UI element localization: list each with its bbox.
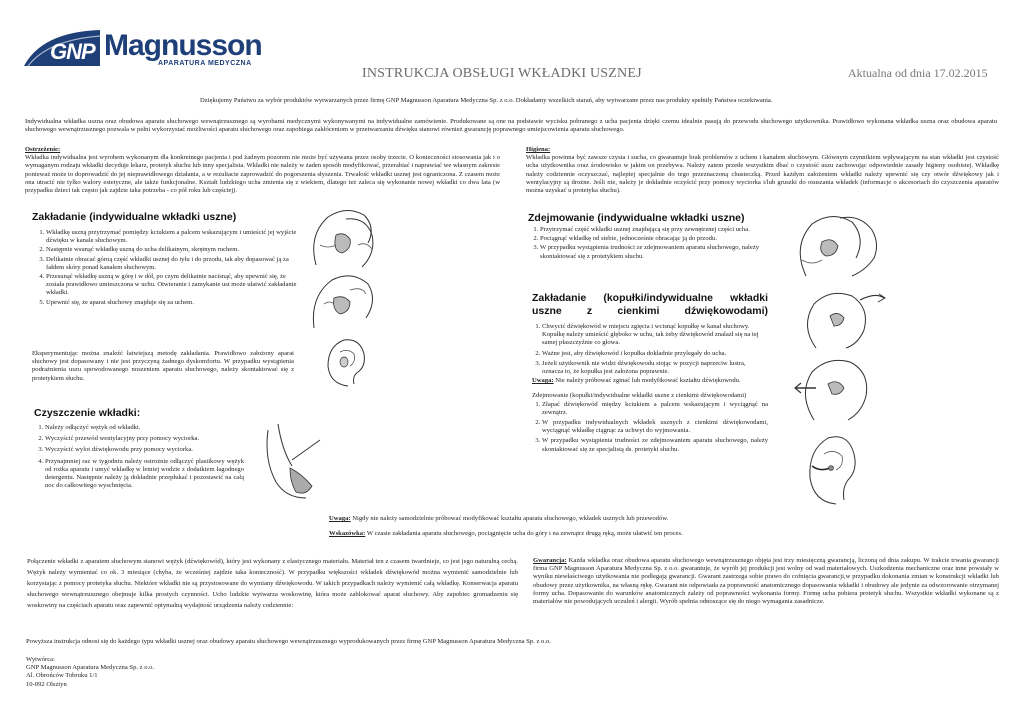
remove-step: 2. Pociągnąć wkładkę od siebie, jednocześnie obracając ją do przodu. <box>540 235 778 243</box>
dome-step: 1. Chwycić dźwiękowód w miejscu zgięcia i wcisnąć kopułkę w kanał słuchowy. Kopułkę należy umieścić głęboko w uchu, tak żeby dźwiękowód znalazł się na tej samej płaszczyźnie co głowa. <box>542 323 768 348</box>
page-title: INSTRUKCJA OBSŁUGI WKŁADKI USZNEJ <box>362 66 642 81</box>
ear-fitted-illustration <box>322 336 368 390</box>
warranty-label: Gwarancja: <box>533 557 567 564</box>
dome-remove-step: 1. Złapać dźwiękowód między kciukiem a palcem wskazującym i wyciągnąć na zewnątrz. <box>542 401 768 417</box>
remove-heading: Zdejmowanie (indywidualne wkładki uszne) <box>528 212 745 224</box>
connection-text: Połączenie wkładki z aparatem słuchowym stanowi wężyk (dźwiękowód), który jest wykonany z elastycznego materiału. Materiał ten z czasem twardnieje, co jest jego naturalną cechą. Wężyk należy wymieniać co ok. 3 miesiące (chyba, że wcześniej zajdzie taka konieczność). W przypadku większości wkładek dźwiękowód można wymienić samodzielnie lub korzystając z pomocy protetyka słuchu. Niektóre wkładki nie są przystosowane do wymiany dźwiękowodu. W takich przypadkach należy wymienić całą wkładkę. Konserwacja aparatu słuchowego wewnątrzusznego obejmuje kilka prostych czynności. Ucho ludzkie wytwarza woskowinę, która może zablokować aparat słuchowy. Aby zapobiec gromadzeniu się woskowiny na częściach aparatu oraz zapewnić optymalną wydajność urządzenia należy codziennie: <box>27 558 518 609</box>
ear-tube-illustration <box>802 430 862 508</box>
footer-note: Powyższa instrukcja odnosi się do każdego typu wkładki usznej oraz obudowy aparatu słuchowego wewnątrzusznego wyprodukowanych przez firmę GNP Magnusson Aparatura Medyczna Sp. z o.o. <box>26 638 551 645</box>
insert-step: 3. Delikatnie obracać górną część wkładki usznej do tyłu i do przodu, tak aby dopasować ją za fałdem skóry ponad kanałem słuchowym. <box>46 256 300 272</box>
dome-remove-steps <box>532 401 768 454</box>
insert-step: 1. Wkładkę uszną przytrzymać pomiędzy kciukiem a palcem wskazującym i umieścić jej wyjście dźwięku w kanale słuchowym. <box>46 229 300 245</box>
clean-step: 3. Wyczyścić wylot dźwiękowodu przy pomocy wyciorka. <box>45 446 244 454</box>
dome-remove-step: 3. W przypadku wystąpienia trudności ze zdejmowaniem aparatu słuchowego, należy skontaktować się ze specjalistą ds. protetyki słuchu. <box>542 437 768 453</box>
ear-remove-illustration <box>786 210 896 280</box>
hygiene-text: Wkładka powinna być zawsze czysta i sucha, co gwarantuje brak problemów z uchem i kanałem słuchowym. Głównym czynnikiem wpływającym na stan wkładki jest czystość ucha użytkownika oraz środowisko w jakim on przebywa. Należy zatem przede wszystkim dbać o czystość uszu zachowując odpowiednie zasady higieny osobistej. Wkładkę należy codziennie oczyszczać, najlepiej specjalnie do tego przeznaczoną chusteczką. Przed każdym założeniem wkładki należy upewnić się czy otwór dźwiękowy jak i wentylacyjny są drożne. Jeśli nie, należy je dokładnie oczyścić przy pomocy wyciorka i/lub gruszki do osuszania wkładek (informacje o akcesoriach do czyszczenia aparatów można uzyskać u protetyka słuchu). <box>526 154 999 195</box>
ear-insert-illustration-2 <box>306 270 386 334</box>
dome-steps <box>532 323 768 376</box>
dome-caution <box>532 377 768 385</box>
ear-insert-illustration-1 <box>306 205 386 273</box>
company-logo <box>22 26 272 72</box>
remove-step: 3. W przypadku wystąpienia trudności ze zdejmowaniem aparatu słuchowego, należy skontaktować się z protetykiem słuchu. <box>540 244 778 260</box>
dome-caution-label: Uwaga: <box>532 377 554 385</box>
note-tip-label: Wskazówka: <box>329 530 366 537</box>
dome-insert-illustration <box>786 286 890 352</box>
logo-subtitle: APARATURA MEDYCZNA <box>158 60 252 67</box>
clean-steps <box>34 424 244 490</box>
dome-remove-heading: Zdejmowanie (kopułki/indywidualne wkładki uszne z cienkimi dźwiękowodami) <box>532 392 747 400</box>
logo-name: Magnusson <box>104 29 262 62</box>
clean-step: 1. Należy odłączyć wężyk od wkładki. <box>45 424 244 432</box>
note-tip-text: W czasie zakładania aparatu słuchowego, pociągnięcie ucha do góry i na zewnątrz drugą ręką, może ułatwić ten proces. <box>366 530 683 537</box>
dome-section <box>532 292 768 455</box>
dome-step: 2. Ważne jest, aby dźwiękowód i kopułka dokładnie przylegały do ucha. <box>542 350 768 358</box>
warranty-section <box>533 557 999 606</box>
dome-heading: Zakładanie (kopułki/indywidualne wkładki uszne z cienkimi dźwiękowodami) <box>532 292 768 317</box>
note-tip <box>329 530 769 538</box>
insert-step: 2. Następnie wsunąć wkładkę uszną do ucha delikatnym, skrętnym ruchem. <box>46 246 300 254</box>
clean-step: 2. Wyczyścić przewód wentylacyjny przy pomocy wyciorka. <box>45 435 244 443</box>
note-modify <box>329 515 769 523</box>
dome-remove-step: 2. W przypadku indywidualnych wkładek usznych z cienkimi dźwiękowodami, wyciągnąć wkładkę ciągnąc za uchwyt do wyjmowania. <box>542 419 768 435</box>
insert-tip: Eksperymentując można znaleźć łatwiejszą metodę zakładania. Prawidłowo założony aparat słuchowy jest dopasowany i nie jest przyczyną żadnego dyskomfortu. W przypadku wystąpienia podrażnienia uszu spowodowanego noszeniem aparatu słuchowego, należy skontaktować się z protetykiem słuchu. <box>32 350 294 382</box>
maker-label: Wytwórca: <box>26 656 55 663</box>
clean-step: 4. Przynajmniej raz w tygodniu należy ostrożnie odłączyć plastikowy wężyk od rożka aparatu i umyć wkładkę w letniej wodzie z dodatkiem łagodnego detergentu. Następnie należy ją dokładnie przepłukać i pozostawić na całą noc do całkowitego wyschnięcia. <box>45 458 244 491</box>
insert-step: 5. Upewnić się, że aparat słuchowy znajduje się za uchem. <box>46 299 300 307</box>
maker-city: 10-092 Olsztyn <box>26 680 67 688</box>
dome-caution-text: Nie należy próbować zginać lub modyfikować kształtu dźwiękowodu. <box>555 377 741 385</box>
warning-section <box>25 146 500 195</box>
maker-street: Al. Obrońców Tobruku 1/1 <box>26 672 98 680</box>
thanks-text: Dziękujemy Państwu za wybór produktów wytwarzanych przez firmę GNP Magnusson Aparatura Medyczna Sp. z o.o. Dokładamy wszelkich starań, aby wytwarzane przez nas produkty spełniły Państwa oczekiwania. <box>200 97 773 104</box>
logo-gnp: GNP <box>50 39 95 64</box>
warning-text: Wkładka indywidualna jest wyrobem wykonanym dla konkretnego pacjenta i pod żadnym pozorem nie może być używana przez osoby trzecie. O konieczności stosowania jak i o wymaganym rodzaju wkładki decyduje lekarz, protetyk słuchu lub inny specjalista. Wkładki nie należy w żaden sposób modyfikować, przerabiać i naprawiać we własnym zakresie ponieważ może to doprowadzić do jej nieprawidłowego działania, a w rezultacie zaprowadzić do pogorszenia słyszenia. Trwałość wkładki usznej jest ograniczona. Z czasem może ona utracić nie tylko walory estetyczne, ale także funkcjonalne. Kształt ludzkiego ucha zmienia się z wiekiem, dlatego też zaleca się wykonanie nowej wkładki co dwa lata (w przypadku dzieci tak często jak zajdzie taka potrzeba - co pół roku lub częściej). <box>25 154 501 195</box>
remove-section <box>528 212 778 262</box>
warning-heading: Ostrzeżenie: <box>25 146 61 153</box>
dome-step: 3. Jeżeli użytkownik nie widzi dźwiękowodu stojąc w pozycji naprzeciw lustra, oznacza to, że kopułka jest założona poprawnie. <box>542 360 768 376</box>
insert-heading: Zakładanie (indywidualne wkładki uszne) <box>32 211 237 223</box>
warranty-text: Każda wkładka oraz obudowa aparatu słuchowego wewnątrzusznego objęta jest trzy miesięczną gwarancją, liczoną od dnia zakupu. W trakcie trwania gwarancji firma GNP Magnusson Aparatura Medyczna Sp. z o.o. gwarantuje, że wyrób jej produkcji jest wolny od wad materiałowych. Uszkodzenia mechaniczne oraz inne powstały w wyniku niewłaściwego użytkowania nie podlegają gwarancji. Gwarant zastrzega sobie prawo do cofnięcia gwarancji,w przypadku dokonania zmian w konstrukcji wkładki lub obudowy przez użytkownika, na własną rękę. Gwarant nie odpowiada za poprawność anatomicznego dopasowania wkładki i obudowy ale jedynie za odwzorowanie otrzymanej formy ucha. Dopasowanie do warunków anatomicznych zależy od poprawności wykonania formy. Formę ucha pobiera protetyk słuchu. Wszystkie wkładki wykonane są z materiałów nie powodujących uczuleń i alergii. Wyrób spełnia odnoszące się do niego wymagania zasadnicze. <box>533 557 999 606</box>
note-modify-label: Uwaga: <box>329 515 351 522</box>
insert-steps <box>32 229 300 307</box>
hygiene-section <box>526 146 999 195</box>
dome-remove-illustration <box>792 352 886 424</box>
insert-section <box>32 211 300 308</box>
intro-text: Indywidualna wkładka uszna oraz obudowa aparatu słuchowego wewnątrzusznego są wyrobami medycznymi wykonywanymi na indywidualne zamówienie. Produkowane są one na podstawie wycisku pobranego z ucha pacjenta dzięki czemu idealnie pasują do przewodu słuchowego użytkownika. Prawidłowo wykonana wkładka uszna oraz obudowa aparatu słuchowego wewnątrzusznego pozwala w pełni wykorzystać możliwości aparatu słuchowego oraz zapobiega zakłóceniom w przetwarzaniu dźwięku stanowi również gwarancję poprawnego umiejscowienia aparatu słuchowego. <box>25 118 997 134</box>
remove-step: 1. Przytrzymać część wkładki usznej znajdującą się przy zewnętrznej części ucha. <box>540 226 778 234</box>
clean-section <box>34 407 244 491</box>
maker-name: GNP Magnusson Aparatura Medyczna Sp. z o.o. <box>26 664 155 672</box>
remove-steps <box>528 226 778 261</box>
manufacturer-block <box>26 656 326 689</box>
cleaning-illustration <box>262 420 326 502</box>
insert-step: 4. Przesunąć wkładkę uszną w górę i w dół, po czym delikatnie nacisnąć, aby upewnić się, że została prawidłowo umieszczona w uchu. Otwieranie i zamykanie ust może ułatwić zakładanie wkładki. <box>46 273 300 298</box>
clean-heading: Czyszczenie wkładki: <box>34 407 141 419</box>
hygiene-heading: Higiena: <box>526 146 551 153</box>
valid-date: Aktualna od dnia 17.02.2015 <box>848 66 988 80</box>
note-modify-text: Nigdy nie należy samodzielnie próbować modyfikować kształtu aparatu słuchowego, wkładek usznych lub przewodów. <box>352 515 669 522</box>
